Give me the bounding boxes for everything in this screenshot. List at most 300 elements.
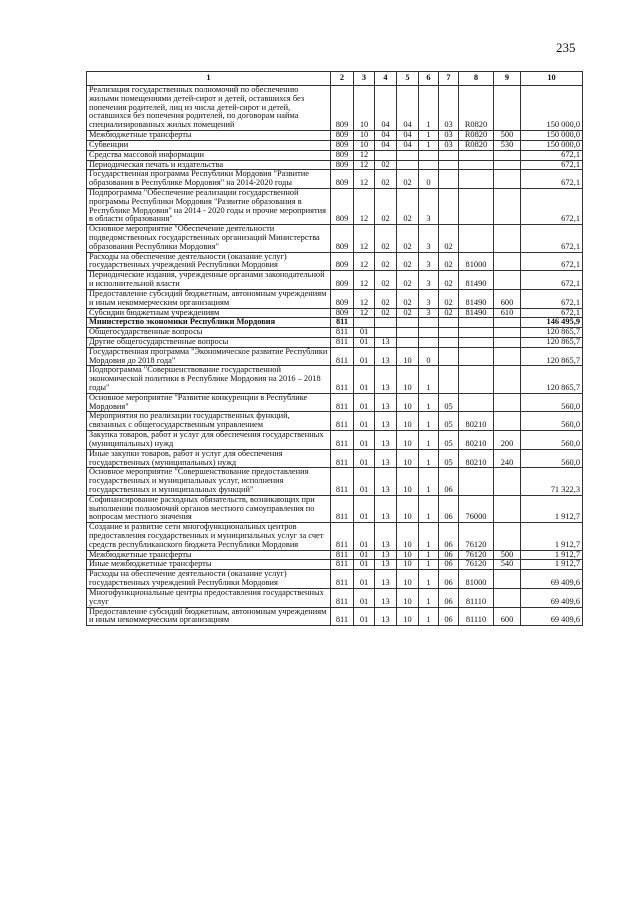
- row-label: Предоставление субсидий бюджетным, автономным учреждениям и иным некоммерческим организациям: [87, 289, 331, 308]
- row-amount: 69 409,6: [521, 570, 583, 589]
- row-code: R0820: [459, 140, 494, 150]
- row-label: Подпрограмма "Обеспечение реализации государственной программы Республики Мордовия "Развитие образования в Республике Мордовия" на 2014 - 2020 годы и прочие мероприятия в области образования": [87, 188, 331, 224]
- row-label: Средства массовой информации: [87, 150, 331, 160]
- row-amount: 560,0: [521, 412, 583, 431]
- row-code: 3: [419, 308, 439, 318]
- row-code: 02: [375, 170, 397, 189]
- row-label: Основное мероприятие "Обеспечение деятельности подведомственных государственных организаций Министерства образования Республики Мордовия": [87, 225, 331, 252]
- row-code: 809: [331, 188, 354, 224]
- row-code: 811: [331, 328, 354, 338]
- row-code: 0: [419, 170, 439, 189]
- row-code: [439, 160, 459, 170]
- header-row: [87, 72, 583, 86]
- row-code: [494, 337, 521, 347]
- row-code: 10: [397, 523, 419, 550]
- row-code: 811: [331, 468, 354, 495]
- row-code: 600: [494, 289, 521, 308]
- row-label: Мероприятия по реализации государственных функций, связанных с общегосударственным управлением: [87, 412, 331, 431]
- row-code: 3: [419, 225, 439, 252]
- row-code: [494, 318, 521, 328]
- row-code: [494, 347, 521, 366]
- table-row: [87, 140, 583, 150]
- row-code: 01: [354, 560, 375, 570]
- row-code: 13: [375, 449, 397, 468]
- row-amount: 672,1: [521, 188, 583, 224]
- row-code: 1: [419, 607, 439, 626]
- row-code: 03: [439, 86, 459, 131]
- row-code: 1: [419, 570, 439, 589]
- row-code: 811: [331, 560, 354, 570]
- row-label: Закупка товаров, работ и услуг для обеспечения государственных (муниципальных) нужд: [87, 431, 331, 450]
- row-code: [459, 337, 494, 347]
- row-amount: 672,1: [521, 160, 583, 170]
- table-row: [87, 347, 583, 366]
- row-code: 10: [397, 347, 419, 366]
- row-amount: 1 912,7: [521, 523, 583, 550]
- row-code: 81000: [459, 252, 494, 271]
- row-code: 01: [354, 495, 375, 522]
- row-code: 76120: [459, 550, 494, 560]
- row-code: [459, 225, 494, 252]
- row-code: 200: [494, 431, 521, 450]
- row-code: 12: [354, 170, 375, 189]
- row-code: 81490: [459, 308, 494, 318]
- row-code: 811: [331, 393, 354, 412]
- row-code: 80210: [459, 449, 494, 468]
- row-code: 3: [419, 188, 439, 224]
- row-code: 811: [331, 607, 354, 626]
- row-code: [375, 318, 397, 328]
- row-code: 02: [375, 188, 397, 224]
- row-code: 809: [331, 252, 354, 271]
- row-code: 05: [439, 412, 459, 431]
- page-number: 235: [556, 40, 576, 55]
- table-row: [87, 318, 583, 328]
- row-code: 3: [419, 271, 439, 290]
- row-code: 12: [354, 160, 375, 170]
- row-code: [397, 150, 419, 160]
- row-code: [419, 150, 439, 160]
- row-code: 01: [354, 607, 375, 626]
- row-code: 13: [375, 393, 397, 412]
- row-code: [439, 337, 459, 347]
- row-code: 06: [439, 495, 459, 522]
- row-label: Расходы на обеспечение деятельности (оказание услуг) государственных учреждений Республики Мордовия: [87, 252, 331, 271]
- row-code: [397, 328, 419, 338]
- row-code: 80210: [459, 412, 494, 431]
- row-code: 811: [331, 449, 354, 468]
- table-row: [87, 523, 583, 550]
- row-code: 01: [354, 523, 375, 550]
- header-cell: 6: [419, 72, 439, 86]
- row-label: Периодические издания, учрежденные органами законодательной и исполнительной власти: [87, 271, 331, 290]
- row-code: 01: [354, 393, 375, 412]
- header-cell: 9: [494, 72, 521, 86]
- row-code: 809: [331, 271, 354, 290]
- row-code: 530: [494, 140, 521, 150]
- row-code: 10: [354, 131, 375, 141]
- row-code: 13: [375, 550, 397, 560]
- row-code: 13: [375, 607, 397, 626]
- row-label: Субсидии бюджетным учреждениям: [87, 308, 331, 318]
- row-code: [494, 495, 521, 522]
- table-row: [87, 271, 583, 290]
- row-code: 12: [354, 225, 375, 252]
- row-code: 10: [354, 86, 375, 131]
- table-row: [87, 170, 583, 189]
- row-code: 02: [439, 252, 459, 271]
- row-code: 02: [397, 188, 419, 224]
- row-code: 76120: [459, 560, 494, 570]
- table-row: [87, 560, 583, 570]
- row-label: Основное мероприятие "Развитие конкуренции в Республике Мордовия": [87, 393, 331, 412]
- row-code: 10: [397, 366, 419, 393]
- row-code: 01: [354, 337, 375, 347]
- row-code: 10: [397, 393, 419, 412]
- row-code: [494, 523, 521, 550]
- row-amount: 120 865,7: [521, 366, 583, 393]
- row-amount: 560,0: [521, 449, 583, 468]
- row-code: 1: [419, 412, 439, 431]
- table-row: [87, 468, 583, 495]
- row-code: 1: [419, 588, 439, 607]
- row-code: 10: [397, 431, 419, 450]
- row-code: 10: [397, 570, 419, 589]
- row-code: 01: [354, 366, 375, 393]
- row-code: [459, 347, 494, 366]
- row-code: R0820: [459, 86, 494, 131]
- row-code: 12: [354, 150, 375, 160]
- row-code: 811: [331, 588, 354, 607]
- row-code: 81110: [459, 588, 494, 607]
- row-code: 12: [354, 252, 375, 271]
- row-amount: 560,0: [521, 431, 583, 450]
- row-code: 1: [419, 393, 439, 412]
- row-code: [459, 393, 494, 412]
- table-row: [87, 431, 583, 450]
- row-amount: 672,1: [521, 150, 583, 160]
- row-amount: 69 409,6: [521, 607, 583, 626]
- row-code: [419, 318, 439, 328]
- row-code: [459, 366, 494, 393]
- row-code: 500: [494, 550, 521, 560]
- table-row: [87, 607, 583, 626]
- row-code: [494, 225, 521, 252]
- row-code: 81110: [459, 607, 494, 626]
- row-code: 02: [375, 160, 397, 170]
- row-code: 04: [375, 86, 397, 131]
- row-code: 809: [331, 160, 354, 170]
- row-code: [439, 328, 459, 338]
- header-cell: 3: [354, 72, 375, 86]
- row-code: 10: [397, 607, 419, 626]
- row-code: 81490: [459, 271, 494, 290]
- row-code: [494, 328, 521, 338]
- row-code: 12: [354, 271, 375, 290]
- row-amount: 150 000,0: [521, 86, 583, 131]
- row-code: 04: [375, 140, 397, 150]
- row-code: 10: [397, 412, 419, 431]
- row-code: [494, 150, 521, 160]
- row-code: 13: [375, 588, 397, 607]
- row-code: 02: [397, 225, 419, 252]
- table-row: [87, 308, 583, 318]
- row-code: [494, 188, 521, 224]
- row-code: 01: [354, 412, 375, 431]
- row-code: R0820: [459, 131, 494, 141]
- row-code: 01: [354, 588, 375, 607]
- row-code: 809: [331, 131, 354, 141]
- row-code: 809: [331, 225, 354, 252]
- row-code: 1: [419, 431, 439, 450]
- row-code: 10: [397, 588, 419, 607]
- row-amount: 71 322,3: [521, 468, 583, 495]
- row-code: 13: [375, 431, 397, 450]
- header-cell: 2: [331, 72, 354, 86]
- table-row: [87, 328, 583, 338]
- table-row: [87, 225, 583, 252]
- table-row: [87, 412, 583, 431]
- row-code: 10: [397, 495, 419, 522]
- row-code: 02: [375, 289, 397, 308]
- row-code: [439, 366, 459, 393]
- table-row: [87, 252, 583, 271]
- row-code: 01: [354, 328, 375, 338]
- row-code: 06: [439, 468, 459, 495]
- row-code: [439, 170, 459, 189]
- row-label: Межбюджетные трансферты: [87, 550, 331, 560]
- row-code: [397, 160, 419, 170]
- row-code: 1: [419, 140, 439, 150]
- row-code: 811: [331, 523, 354, 550]
- row-code: [354, 318, 375, 328]
- row-label: Общегосударственные вопросы: [87, 328, 331, 338]
- row-amount: 672,1: [521, 225, 583, 252]
- row-code: [419, 328, 439, 338]
- table-row: [87, 570, 583, 589]
- row-amount: 560,0: [521, 393, 583, 412]
- row-code: 06: [439, 570, 459, 589]
- row-code: 540: [494, 560, 521, 570]
- row-code: 01: [354, 468, 375, 495]
- row-code: [439, 318, 459, 328]
- row-amount: 672,1: [521, 271, 583, 290]
- row-code: [419, 160, 439, 170]
- table-row: [87, 289, 583, 308]
- row-code: 05: [439, 393, 459, 412]
- row-code: [459, 160, 494, 170]
- row-code: 13: [375, 347, 397, 366]
- row-code: 04: [375, 131, 397, 141]
- row-code: 05: [439, 431, 459, 450]
- row-code: 10: [397, 449, 419, 468]
- row-code: [375, 150, 397, 160]
- row-code: [494, 570, 521, 589]
- row-code: 809: [331, 170, 354, 189]
- row-code: 13: [375, 523, 397, 550]
- header-cell: 1: [87, 72, 331, 86]
- row-code: [439, 347, 459, 366]
- row-code: 13: [375, 495, 397, 522]
- row-amount: 672,1: [521, 308, 583, 318]
- row-code: 12: [354, 308, 375, 318]
- row-code: 02: [439, 308, 459, 318]
- row-code: 811: [331, 431, 354, 450]
- row-label: Межбюджетные трансферты: [87, 131, 331, 141]
- row-code: [494, 393, 521, 412]
- row-code: 13: [375, 570, 397, 589]
- row-code: 10: [354, 140, 375, 150]
- row-code: [397, 318, 419, 328]
- row-code: 500: [494, 131, 521, 141]
- row-code: [419, 337, 439, 347]
- row-amount: 146 495,9: [521, 318, 583, 328]
- row-label: Государственная программа "Экономическое развитие Республики Мордовия до 2018 года": [87, 347, 331, 366]
- row-label: Многофункциональные центры предоставления государственных услуг: [87, 588, 331, 607]
- row-code: 02: [439, 271, 459, 290]
- row-code: 76120: [459, 523, 494, 550]
- table-body: [87, 86, 583, 626]
- row-code: 13: [375, 468, 397, 495]
- row-code: 12: [354, 289, 375, 308]
- row-amount: 672,1: [521, 252, 583, 271]
- row-code: 02: [397, 252, 419, 271]
- table-row: [87, 188, 583, 224]
- table-row: [87, 131, 583, 141]
- row-label: Другие общегосударственные вопросы: [87, 337, 331, 347]
- row-label: Иные межбюджетные трансферты: [87, 560, 331, 570]
- row-code: 02: [397, 289, 419, 308]
- row-code: 01: [354, 431, 375, 450]
- row-code: 02: [397, 271, 419, 290]
- row-code: 3: [419, 289, 439, 308]
- budget-table: [86, 71, 583, 626]
- row-amount: 69 409,6: [521, 588, 583, 607]
- row-label: Создание и развитие сети многофункциональных центров предоставления государственных и муниципальных услуг за счет средств республиканского бюджета Республики Мордовия: [87, 523, 331, 550]
- row-code: 02: [397, 170, 419, 189]
- row-code: [439, 188, 459, 224]
- row-code: 811: [331, 366, 354, 393]
- row-code: [459, 188, 494, 224]
- row-code: 01: [354, 449, 375, 468]
- header-cell: 8: [459, 72, 494, 86]
- table-row: [87, 449, 583, 468]
- row-code: 02: [375, 252, 397, 271]
- table-row: [87, 337, 583, 347]
- row-code: 13: [375, 560, 397, 570]
- row-code: 811: [331, 570, 354, 589]
- row-code: [494, 588, 521, 607]
- row-label: Министерство экономики Республики Мордовия: [87, 318, 331, 328]
- row-code: 10: [397, 468, 419, 495]
- row-code: 76000: [459, 495, 494, 522]
- row-code: [397, 337, 419, 347]
- row-amount: 150 000,0: [521, 140, 583, 150]
- row-amount: 120 865,7: [521, 337, 583, 347]
- row-code: 3: [419, 252, 439, 271]
- row-code: 1: [419, 131, 439, 141]
- row-code: [494, 271, 521, 290]
- row-amount: 672,1: [521, 289, 583, 308]
- row-code: [494, 160, 521, 170]
- row-code: [494, 86, 521, 131]
- row-code: 03: [439, 131, 459, 141]
- row-code: 01: [354, 347, 375, 366]
- row-code: 80210: [459, 431, 494, 450]
- row-code: [494, 170, 521, 189]
- table-row: [87, 150, 583, 160]
- row-code: 02: [375, 271, 397, 290]
- row-code: 06: [439, 560, 459, 570]
- row-code: 1: [419, 449, 439, 468]
- row-code: [494, 366, 521, 393]
- row-label: Подпрограмма "Совершенствование государственной экономической политики в Республике Мордовия на 2016 – 2018 годы": [87, 366, 331, 393]
- row-code: 81490: [459, 289, 494, 308]
- row-code: 06: [439, 523, 459, 550]
- table-row: [87, 160, 583, 170]
- row-code: 809: [331, 150, 354, 160]
- row-code: 809: [331, 308, 354, 318]
- row-code: 610: [494, 308, 521, 318]
- header-cell: 10: [521, 72, 583, 86]
- header-cell: 4: [375, 72, 397, 86]
- row-amount: 1 912,7: [521, 550, 583, 560]
- row-code: 811: [331, 495, 354, 522]
- row-code: 811: [331, 412, 354, 431]
- row-code: 02: [375, 308, 397, 318]
- table-row: [87, 495, 583, 522]
- row-code: 05: [439, 449, 459, 468]
- row-label: Софинансирование расходных обязательств, возникающих при выполнении полномочий органов местного самоуправления по вопросам местного значения: [87, 495, 331, 522]
- row-code: 1: [419, 86, 439, 131]
- row-code: 13: [375, 337, 397, 347]
- row-label: Предоставление субсидий бюджетным, автономным учреждениям и иным некоммерческим организациям: [87, 607, 331, 626]
- row-label: Основное мероприятие "Совершенствование предоставления государственных и муниципальных услуг, исполнения государственных и муниципальных функций": [87, 468, 331, 495]
- row-code: 10: [397, 550, 419, 560]
- row-label: Периодическая печать и издательства: [87, 160, 331, 170]
- row-code: 811: [331, 347, 354, 366]
- row-code: 600: [494, 607, 521, 626]
- row-code: [459, 468, 494, 495]
- row-code: 811: [331, 550, 354, 560]
- row-code: 13: [375, 412, 397, 431]
- row-code: [494, 252, 521, 271]
- table-row: [87, 366, 583, 393]
- row-code: 06: [439, 550, 459, 560]
- row-code: 1: [419, 495, 439, 522]
- row-amount: 120 865,7: [521, 328, 583, 338]
- row-amount: 1 912,7: [521, 495, 583, 522]
- row-code: 03: [439, 140, 459, 150]
- row-code: 06: [439, 588, 459, 607]
- row-code: 81000: [459, 570, 494, 589]
- row-code: 01: [354, 550, 375, 560]
- header-cell: 5: [397, 72, 419, 86]
- row-code: [439, 150, 459, 160]
- row-code: 02: [439, 289, 459, 308]
- row-code: [459, 150, 494, 160]
- row-amount: 1 912,7: [521, 560, 583, 570]
- row-code: 04: [397, 131, 419, 141]
- row-code: 1: [419, 366, 439, 393]
- table-row: [87, 86, 583, 131]
- row-label: Государственная программа Республики Мордовия "Развитие образования в Республике Мордовия" на 2014-2020 годы: [87, 170, 331, 189]
- row-label: Субвенции: [87, 140, 331, 150]
- row-code: 02: [375, 225, 397, 252]
- row-label: Расходы на обеспечение деятельности (оказание услуг) государственных учреждений Республики Мордовия: [87, 570, 331, 589]
- row-code: 1: [419, 523, 439, 550]
- row-code: 10: [397, 560, 419, 570]
